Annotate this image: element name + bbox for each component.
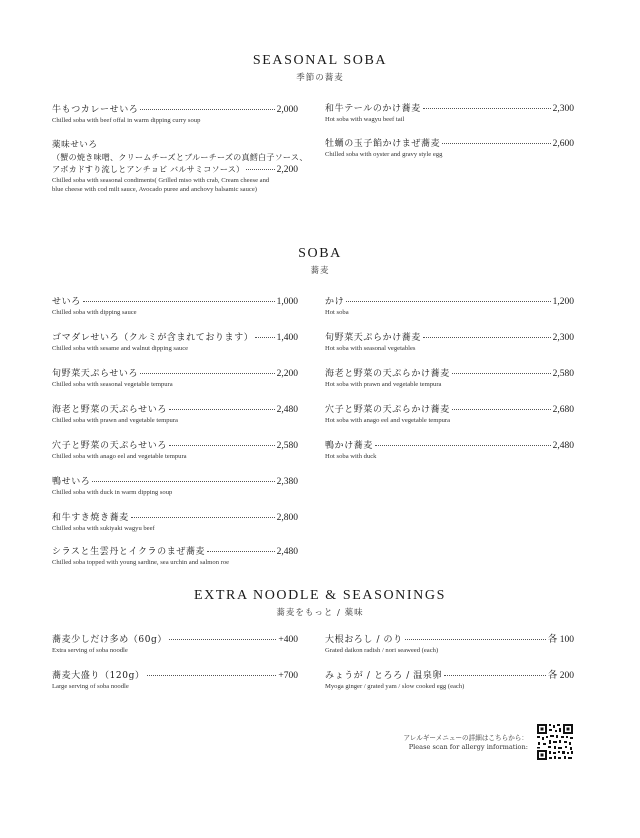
menu-item: [325, 404, 574, 425]
soba-title: SOBA: [298, 246, 342, 261]
menu-item: [52, 634, 298, 655]
menu-item: [325, 440, 574, 461]
item-desc: Chilled soba topped with young sardine, sea urchin and salmon roe: [52, 559, 230, 566]
item-price: 2,480: [276, 547, 298, 557]
item-price: 各 200: [547, 671, 574, 681]
item-desc: Hot soba with wagyu beef tail: [325, 116, 405, 123]
item-name: 牡蠣の玉子餡かけまぜ蕎麦: [325, 139, 441, 149]
item-price: 2,380: [276, 477, 298, 487]
menu-item: [52, 670, 298, 691]
menu-item: [52, 440, 298, 461]
item-price: 2,480: [552, 441, 574, 451]
seasonal-title: SEASONAL SOBA: [252, 53, 388, 68]
item-desc: Chilled soba with duck in warm dipping soup: [52, 489, 173, 496]
item-price: 2,200: [276, 165, 298, 175]
item-desc: Myoga ginger / grated yam / slow cooked egg (each): [325, 683, 465, 690]
item-desc: Chilled soba with anago eel and vegetable tempura: [52, 453, 187, 460]
item-desc: Chilled soba with prawn and vegetable tempura: [52, 417, 178, 424]
soba-subtitle: 蕎麦: [310, 266, 330, 276]
item-desc: Large serving of soba noodle: [52, 683, 129, 690]
item-price: +700: [278, 671, 298, 681]
item-name: 和牛すき焼き蕎麦: [52, 513, 129, 523]
item-desc: Hot soba with prawn and vegetable tempura: [325, 381, 442, 388]
item-name: 蕎麦大盛り（120g）: [52, 671, 145, 681]
item-desc: Chilled soba with dipping sauce: [52, 309, 137, 316]
menu-item: [52, 368, 298, 389]
item-price: 2,680: [552, 405, 574, 415]
item-name: 蕎麦少しだけ多め（60g）: [52, 635, 168, 645]
item-name: 海老と野菜の天ぷらせいろ: [52, 405, 167, 415]
menu-item: [52, 512, 298, 533]
menu-item: [325, 368, 574, 389]
qr-code-icon[interactable]: [536, 723, 574, 761]
menu-item: [52, 332, 298, 353]
menu-item: [52, 404, 298, 425]
item-price: 2,600: [552, 139, 574, 149]
item-name: せいろ: [52, 297, 81, 307]
extra-subtitle: 蕎麦をもっと / 薬味: [276, 608, 364, 618]
item-name: 海老と野菜の天ぷらかけ蕎麦: [325, 369, 450, 379]
item-desc: Grated daikon radish / nori seaweed (each): [325, 647, 439, 654]
item-price: 2,580: [276, 441, 298, 451]
item-name: かけ: [325, 297, 345, 307]
menu-item: [325, 103, 574, 124]
item-price: 2,800: [276, 513, 298, 523]
item-price: 各 100: [547, 635, 574, 645]
menu-item: [325, 296, 574, 317]
item-price: 2,000: [276, 105, 298, 115]
item-name: 旬野菜天ぷらかけ蕎麦: [325, 333, 422, 343]
item-name-detail: アボカドすり流しとアンチョビ バルサミコソース）: [52, 164, 245, 174]
item-desc: Chilled soba with sukiyaki wagyu beef: [52, 525, 155, 532]
item-desc: Hot soba with seasonal vegetables: [325, 345, 416, 352]
item-desc: Extra serving of soba noodle: [52, 647, 128, 654]
item-price: 1,000: [276, 297, 298, 307]
item-desc: Hot soba: [325, 309, 349, 316]
item-price: 2,200: [276, 369, 298, 379]
item-price: +400: [278, 635, 298, 645]
item-desc: Chilled soba with seasonal vegetable tempura: [52, 381, 173, 388]
item-desc: Chilled soba with beef offal in warm dipping curry soup: [52, 117, 201, 124]
item-price: 1,400: [276, 333, 298, 343]
item-name: 穴子と野菜の天ぷらせいろ: [52, 441, 167, 451]
menu-item: [52, 104, 298, 125]
item-desc: Hot soba with duck: [325, 453, 377, 460]
item-name: 鴨かけ蕎麦: [325, 441, 374, 451]
item-price: 2,480: [276, 405, 298, 415]
menu-item-special: [52, 139, 308, 194]
item-price: 2,580: [552, 369, 574, 379]
item-desc: Chilled soba with oyster and gravy style egg: [325, 151, 443, 158]
item-price: 2,300: [552, 104, 574, 114]
item-name: みょうが / とろろ / 温泉卵: [325, 671, 443, 681]
menu-item: [325, 670, 574, 691]
extra-title: EXTRA NOODLE & SEASONINGS: [194, 588, 446, 603]
menu-item: [52, 546, 298, 567]
item-desc: blue cheese with cod milt sauce, Avocado puree and anchovy balsamic sauce): [52, 186, 257, 193]
item-name: 旬野菜天ぷらせいろ: [52, 369, 139, 379]
seasonal-subtitle: 季節の蕎麦: [296, 73, 344, 83]
menu-item: [325, 634, 574, 655]
item-name: 穴子と野菜の天ぷらかけ蕎麦: [325, 405, 450, 415]
item-name: 牛もつカレーせいろ: [52, 105, 139, 115]
menu-item: [52, 296, 298, 317]
item-name: シラスと生雲丹とイクラのまぜ蕎麦: [52, 547, 206, 557]
item-name: 鴨せいろ: [52, 477, 91, 487]
item-name: 和牛テールのかけ蕎麦: [325, 104, 421, 114]
allergy-note-jp: アレルギーメニューの詳細はこちらから：: [403, 734, 528, 742]
item-desc: Hot soba with anago eel and vegetable tempura: [325, 417, 451, 424]
item-price: 1,200: [552, 297, 574, 307]
item-desc: Chilled soba with sesame and walnut dipping sauce: [52, 345, 189, 352]
item-name-detail: （蟹の焼き味噌、クリームチーズとブルーチーズの真鱈白子ソース、: [52, 152, 308, 162]
item-name: ゴマダレせいろ（クルミが含まれております）: [52, 333, 254, 343]
allergy-note: [380, 734, 528, 752]
item-name: 大根おろし / のり: [325, 635, 403, 645]
item-desc: Chilled soba with seasonal condiments( Grilled miso with crab, Cream cheese and: [52, 177, 270, 184]
allergy-note-en: Please scan for allergy information:: [408, 743, 528, 751]
menu-item: [325, 138, 574, 159]
menu-item: [325, 332, 574, 353]
item-price: 2,300: [552, 333, 574, 343]
menu-item: [52, 476, 298, 497]
item-name: 薬味せいろ: [52, 140, 98, 150]
